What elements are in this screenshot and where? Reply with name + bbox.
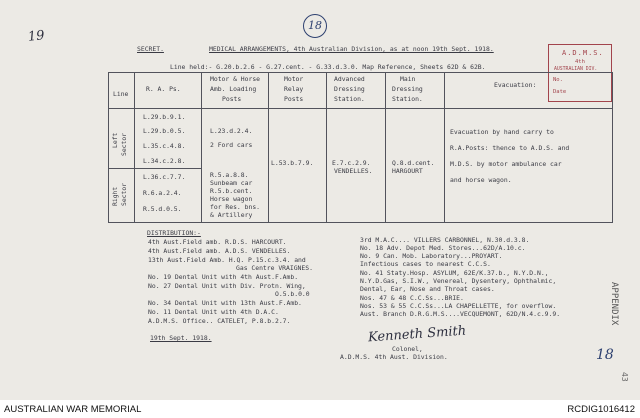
left-rap-1: L.29.b.9.1. xyxy=(143,113,186,121)
signature-rank: Colonel, xyxy=(392,345,423,353)
table-header-rule xyxy=(108,108,613,109)
right-rap-2: R.6.a.2.4. xyxy=(143,189,182,197)
right-motor-1: R.5.a.8.8. xyxy=(210,171,249,179)
header-relay-1: Motor xyxy=(284,75,304,83)
dist-right-9: Nos. 53 & 55 C.C.Ss...LA CHAPELLETTE, for overflow. xyxy=(360,302,557,310)
left-motor-2: 2 Ford cars xyxy=(210,141,253,149)
dist-left-4: Gas Centre VRAIGNES. xyxy=(236,264,313,272)
distribution-heading: DISTRIBUTION:- xyxy=(147,229,201,237)
col-rule-2 xyxy=(134,72,135,222)
dist-right-5: No. 41 Staty.Hosp. ASYLUM, 62E/K.37.b., N.Y.D.N., xyxy=(360,269,549,277)
stamp-mid: 4th xyxy=(575,59,585,65)
right-sector-label-2: Sector xyxy=(120,182,128,206)
stamp-bottom: AUSTRALIAN DIV. xyxy=(554,67,598,72)
col-rule-4 xyxy=(268,72,269,222)
right-motor-3: R.5.b.cent. xyxy=(210,187,253,195)
header-ads-2: Dressing xyxy=(334,85,365,93)
dist-left-9: No. 11 Dental Unit with 4th D.A.C. xyxy=(148,308,279,316)
header-motor-1: Motor & Horse xyxy=(210,75,261,83)
col-rule-3 xyxy=(201,72,202,222)
left-rap-4: L.34.c.2.8. xyxy=(143,157,186,165)
right-rap-3: R.5.d.0.5. xyxy=(143,205,182,213)
left-sector-label-2: Sector xyxy=(120,132,128,156)
col-rule-6 xyxy=(385,72,386,222)
dist-right-8: Nos. 47 & 48 C.C.Ss...BRIE. xyxy=(360,294,464,302)
header-raps: R. A. Ps. xyxy=(146,85,181,93)
appendix-label: APPENDIX xyxy=(609,282,619,326)
col-rule-1 xyxy=(108,72,109,222)
appendix-number: 18 xyxy=(596,347,614,363)
signature-title: A.D.M.S. 4th Aust. Division. xyxy=(340,353,448,361)
stamp-line2: Date xyxy=(553,89,567,95)
mds-location-2: HARGOURT xyxy=(392,167,423,175)
dist-left-10: A.D.M.S. Office.. CATELET, P.8.b.2.7. xyxy=(148,317,291,325)
dist-right-1: 3rd M.A.C.... VILLERS CARBONNEL, N.30.d.3.8. xyxy=(360,236,530,244)
header-ads-3: Station. xyxy=(334,95,365,103)
col-rule-8 xyxy=(612,72,613,222)
dist-right-4: Infectious cases to nearest C.C.S. xyxy=(360,260,491,268)
document-date: 19th Sept. 1918. xyxy=(150,334,212,342)
header-motor-3: Posts xyxy=(222,95,242,103)
right-motor-4: Horse wagon xyxy=(210,195,253,203)
left-motor-1: L.23.d.2.4. xyxy=(210,127,253,135)
evac-line-1: Evacuation by hand carry to xyxy=(450,128,554,136)
header-ads-1: Advanced xyxy=(334,75,365,83)
header-relay-3: Posts xyxy=(284,95,304,103)
dist-left-6: No. 27 Dental Unit with Div. Protn. Wing, xyxy=(148,282,306,290)
page-circle: 18 xyxy=(303,14,327,38)
dist-left-5: No. 19 Dental Unit with 4th Aust.F.Amb. xyxy=(148,273,299,281)
stamp-top: A.D.M.S. xyxy=(562,49,604,57)
header-mds-3: Station. xyxy=(392,95,423,103)
signature: Kenneth Smith xyxy=(367,323,467,346)
dist-left-1: 4th Aust.Field amb. R.D.S. HARCOURT. xyxy=(148,238,287,246)
margin-page-number: 43 xyxy=(620,372,629,382)
adms-stamp xyxy=(548,44,612,102)
footer-institution: AUSTRALIAN WAR MEMORIAL xyxy=(4,404,142,415)
right-motor-2: Sunbeam car xyxy=(210,179,253,187)
right-motor-6: & Artillery xyxy=(210,211,253,219)
dist-left-3: 13th Aust.Field Amb. H.Q. P.15.c.3.4. and xyxy=(148,256,306,264)
stamp-line1: No. xyxy=(553,77,563,83)
dist-left-8: No. 34 Dental Unit with 13th Aust.F.Amb. xyxy=(148,299,302,307)
relay-post: L.53.b.7.9. xyxy=(271,159,314,167)
table-bottom-rule xyxy=(108,222,613,223)
right-motor-5: for Res. bns. xyxy=(210,203,261,211)
dist-right-6: N.Y.D.Gas, S.I.W., Venereal, Dysentery, Ophthalmic, xyxy=(360,277,557,285)
archive-footer xyxy=(0,400,640,418)
header-mds-2: Dressing xyxy=(392,85,423,93)
col-rule-5 xyxy=(326,72,327,222)
table-sector-rule xyxy=(108,168,201,169)
header-relay-2: Relay xyxy=(284,85,304,93)
header-motor-2: Amb. Loading xyxy=(210,85,257,93)
dist-right-3: No. 9 Can. Mob. Laboratory...PROYART. xyxy=(360,252,503,260)
ads-location-2: VENDELLES. xyxy=(334,167,373,175)
line-held: Line held:- G.20.b.2.6 - G.27.cent. - G.33.d.3.0. Map Reference, Sheets 62D & 62B. xyxy=(170,63,486,71)
left-rap-2: L.29.b.0.5. xyxy=(143,127,186,135)
col-rule-7 xyxy=(444,72,445,222)
header-line: Line xyxy=(113,90,129,98)
header-mds-1: Main xyxy=(400,75,416,83)
right-rap-1: L.36.c.7.7. xyxy=(143,173,186,181)
dist-left-7: O.5.b.0.0 xyxy=(275,290,310,298)
document-title: MEDICAL ARRANGEMENTS, 4th Australian Division, as at noon 19th Sept. 1918. xyxy=(209,45,494,53)
mds-location-1: Q.8.d.cent. xyxy=(392,159,435,167)
header-evacuation: Evacuation: xyxy=(494,81,537,89)
right-sector-label-1: Right xyxy=(111,186,119,206)
table-top-rule xyxy=(108,72,613,73)
evac-line-2: R.A.Posts: thence to A.D.S. and xyxy=(450,144,570,152)
footer-record-id: RCDIG1016412 xyxy=(567,404,635,415)
secret-label: SECRET. xyxy=(137,45,164,53)
folio-number: 19 xyxy=(27,28,46,45)
left-sector-label-1: Left xyxy=(111,132,119,148)
evac-line-4: and horse wagon. xyxy=(450,176,512,184)
dist-right-7: Dental, Ear, Nose and Throat cases. xyxy=(360,285,495,293)
evac-line-3: M.D.S. by motor ambulance car xyxy=(450,160,562,168)
dist-right-2: No. 18 Adv. Depot Med. Stores...62D/A.10.c. xyxy=(360,244,526,252)
ads-location-1: E.7.c.2.9. xyxy=(332,159,371,167)
dist-left-2: 4th Aust.Field amb. A.D.S. VENDELLES. xyxy=(148,247,291,255)
dist-right-10: Aust. Branch D.R.G.M.S....VECQUEMONT, 62D/N.4.c.9.9. xyxy=(360,310,561,318)
left-rap-3: L.35.c.4.8. xyxy=(143,142,186,150)
